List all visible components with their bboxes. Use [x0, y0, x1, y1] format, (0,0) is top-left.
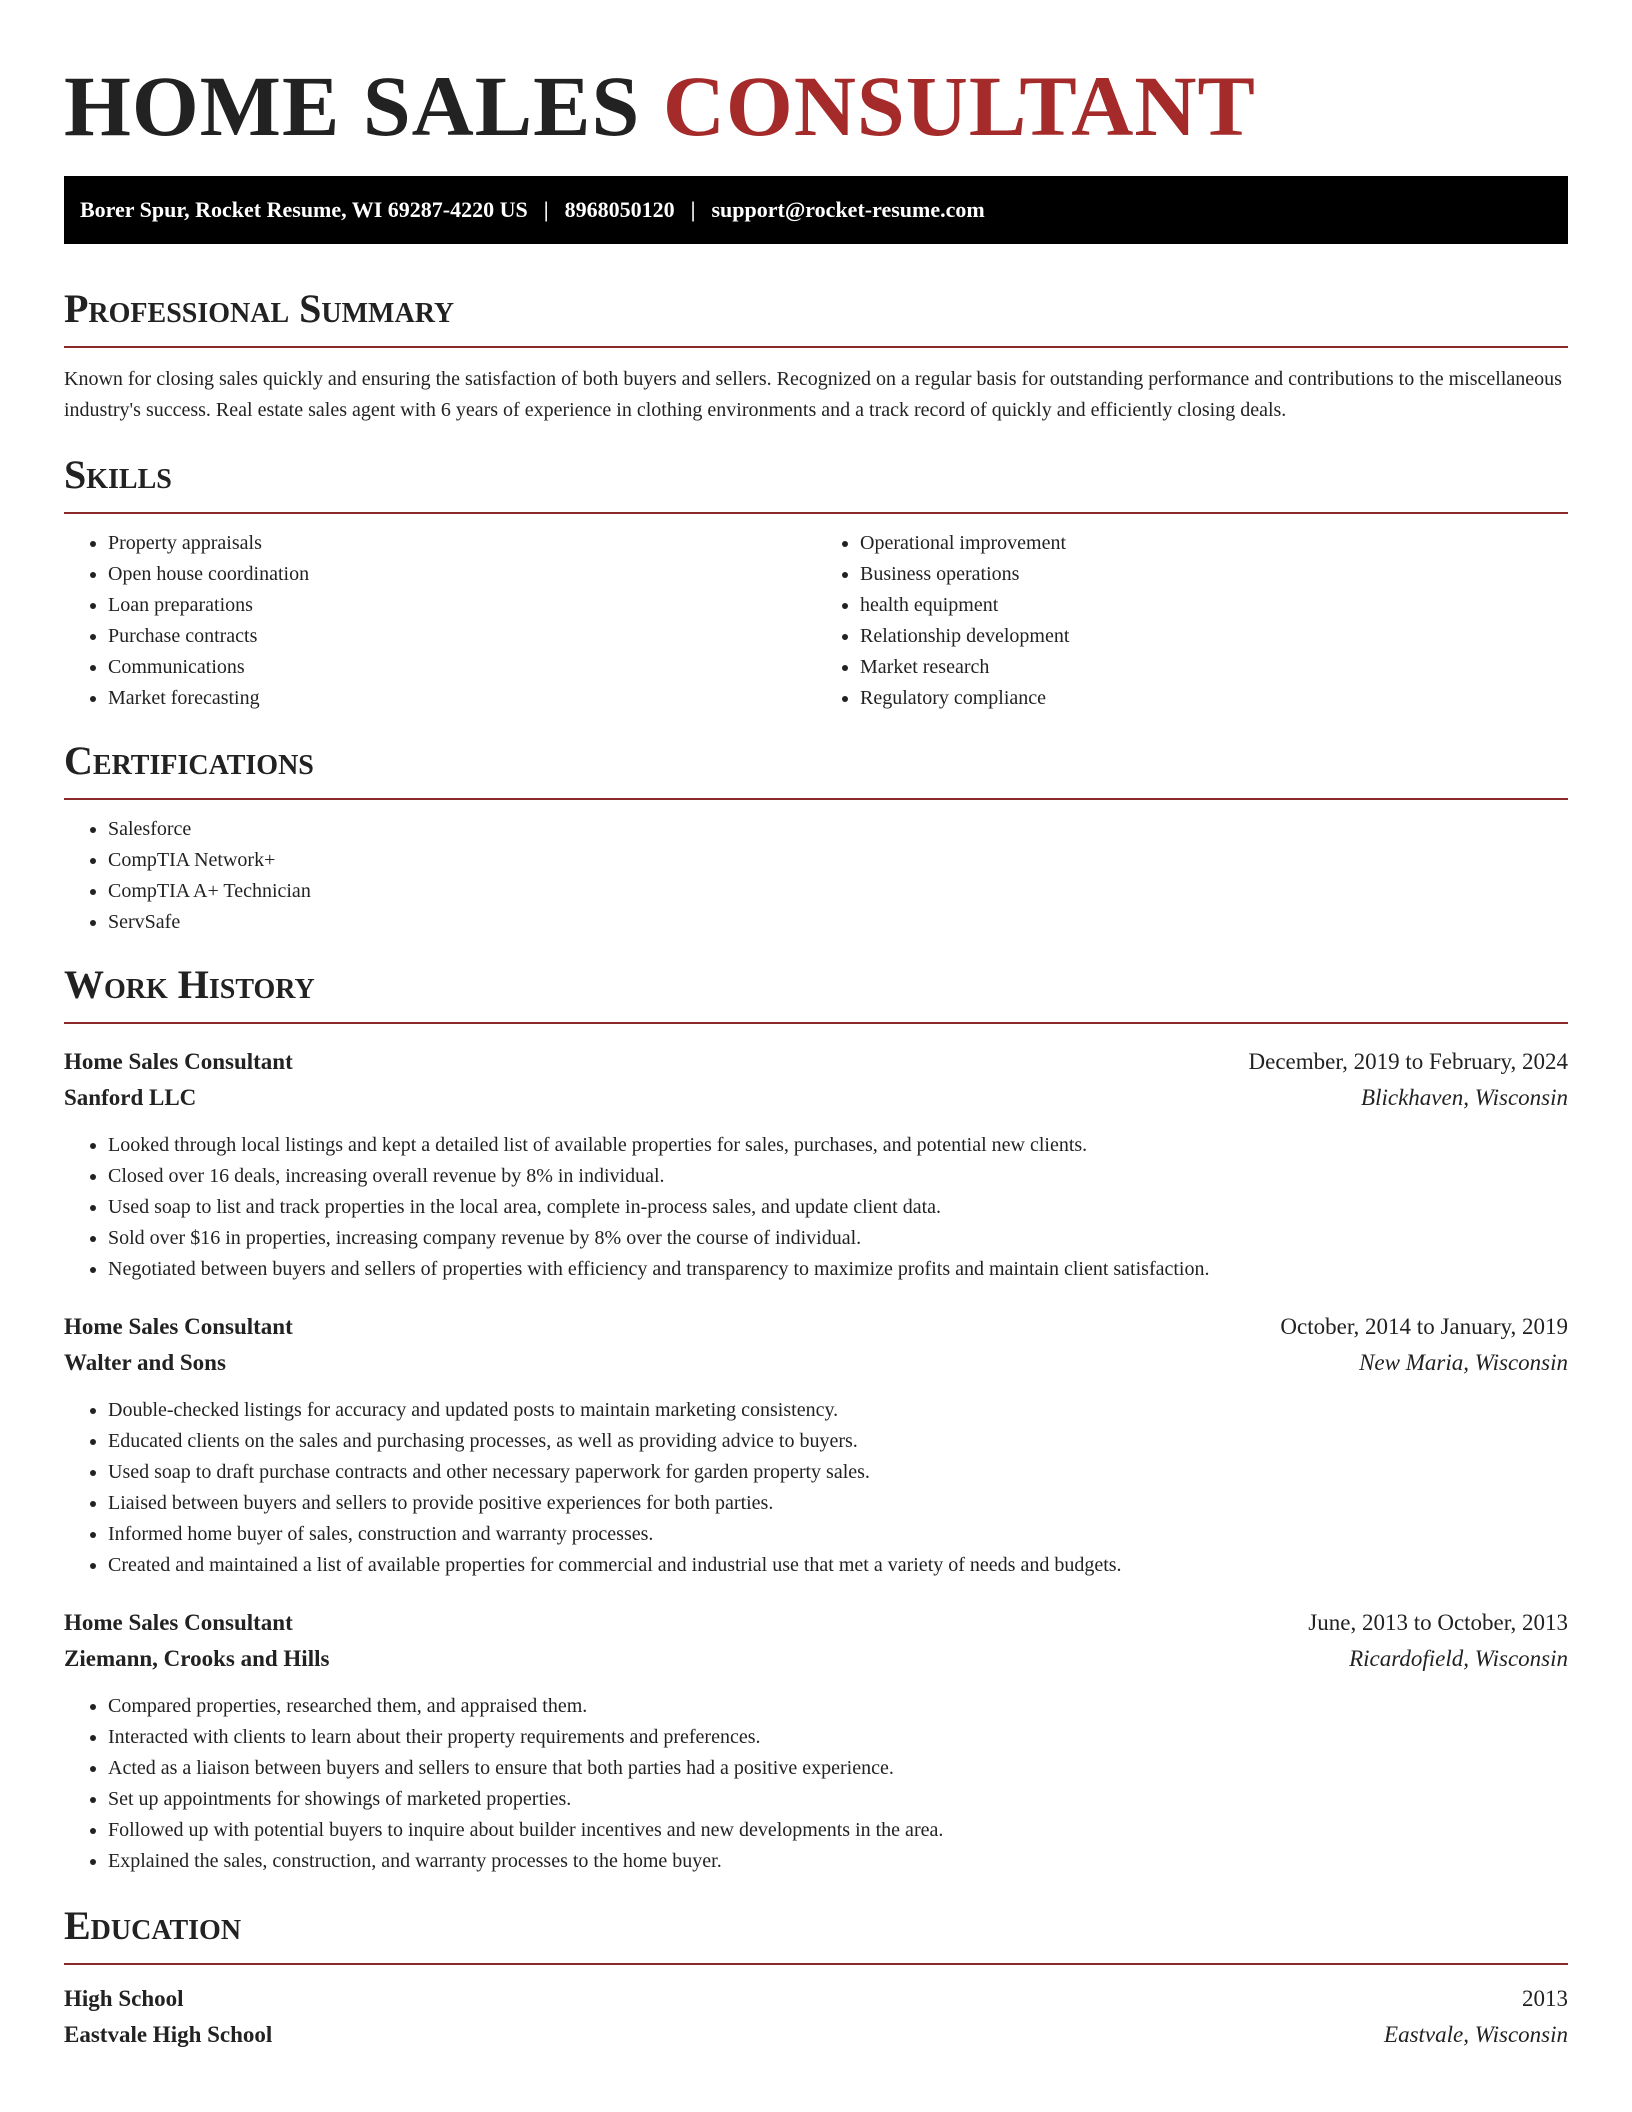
education-location: Eastvale, Wisconsin — [1384, 2022, 1568, 2047]
resume-page — [64, 0, 1568, 2053]
contact-phone[interactable]: 8968050120 — [564, 197, 675, 222]
job-bullets — [64, 1395, 1568, 1581]
job-bullet: • Used soap to list and track properties in the local area, complete in-process sales, and update client data. — [108, 1192, 1568, 1223]
job-bullet: • Double-checked listings for accuracy and updated posts to maintain marketing consistency. — [108, 1395, 1568, 1426]
job-bullet: • Compared properties, researched them, and appraised them. — [108, 1691, 1568, 1722]
certifications-heading: Certifications — [64, 738, 314, 783]
job-company: Sanford LLC — [64, 1085, 197, 1110]
skill-item: • Loan preparations — [108, 590, 816, 621]
education-year: 2013 — [1522, 1986, 1568, 2011]
summary-section — [64, 284, 1568, 426]
contact-separator: | — [690, 197, 696, 222]
skill-item: • Market research — [860, 652, 1568, 683]
skill-item: • Property appraisals — [108, 528, 816, 559]
certifications-section — [64, 736, 1568, 938]
certification-item: • Salesforce — [108, 814, 1568, 845]
job-title: Home Sales Consultant — [64, 1049, 293, 1074]
title-part-1: HOME SALES — [64, 58, 641, 154]
skill-item: • Relationship development — [860, 621, 1568, 652]
education-entry — [64, 1981, 1568, 2053]
job-entry — [64, 1044, 1568, 1285]
job-dates: June, 2013 to October, 2013 — [1308, 1610, 1568, 1635]
job-bullet: • Educated clients on the sales and purchasing processes, as well as providing advice to buyers. — [108, 1426, 1568, 1457]
job-bullet: • Liaised between buyers and sellers to provide positive experiences for both parties. — [108, 1488, 1568, 1519]
job-company: Walter and Sons — [64, 1350, 226, 1375]
certification-item: • CompTIA Network+ — [108, 845, 1568, 876]
job-bullets — [64, 1130, 1568, 1285]
job-bullet: • Followed up with potential buyers to inquire about builder incentives and new developments in the area. — [108, 1815, 1568, 1846]
job-title: Home Sales Consultant — [64, 1314, 293, 1339]
title-part-2: CONSULTANT — [662, 58, 1256, 154]
job-bullets — [64, 1691, 1568, 1877]
job-bullet: • Sold over $16 in properties, increasing company revenue by 8% over the course of individual. — [108, 1223, 1568, 1254]
resume-title — [64, 56, 1568, 156]
section-divider — [64, 346, 1568, 348]
job-bullet: • Interacted with clients to learn about their property requirements and preferences. — [108, 1722, 1568, 1753]
work-history-heading: Work History — [64, 962, 315, 1007]
job-title: Home Sales Consultant — [64, 1610, 293, 1635]
skills-heading: Skills — [64, 452, 172, 497]
job-bullet: • Set up appointments for showings of marketed properties. — [108, 1784, 1568, 1815]
job-dates: October, 2014 to January, 2019 — [1280, 1314, 1568, 1339]
skill-item: • Regulatory compliance — [860, 683, 1568, 714]
job-bullet: • Explained the sales, construction, and warranty processes to the home buyer. — [108, 1846, 1568, 1877]
skill-item: • Open house coordination — [108, 559, 816, 590]
job-bullet: • Created and maintained a list of available properties for commercial and industrial use that met a variety of needs and budgets. — [108, 1550, 1568, 1581]
skills-columns — [64, 528, 1568, 714]
certification-item: • ServSafe — [108, 907, 1568, 938]
job-entry — [64, 1605, 1568, 1877]
skills-section — [64, 450, 1568, 714]
job-bullet: • Closed over 16 deals, increasing overall revenue by 8% in individual. — [108, 1161, 1568, 1192]
job-bullet: • Informed home buyer of sales, construction and warranty processes. — [108, 1519, 1568, 1550]
skill-item: • Operational improvement — [860, 528, 1568, 559]
section-divider — [64, 798, 1568, 800]
job-location: Blickhaven, Wisconsin — [1361, 1085, 1568, 1110]
job-company: Ziemann, Crooks and Hills — [64, 1646, 330, 1671]
education-heading: Education — [64, 1903, 242, 1948]
job-bullet: • Used soap to draft purchase contracts and other necessary paperwork for garden property sales. — [108, 1457, 1568, 1488]
skills-right-list — [816, 528, 1568, 714]
contact-bar — [64, 176, 1568, 244]
job-location: Ricardofield, Wisconsin — [1349, 1646, 1568, 1671]
skill-item: • Market forecasting — [108, 683, 816, 714]
summary-heading: Professional Summary — [64, 286, 455, 331]
skill-item: • health equipment — [860, 590, 1568, 621]
certification-item: • CompTIA A+ Technician — [108, 876, 1568, 907]
skill-item: • Purchase contracts — [108, 621, 816, 652]
section-divider — [64, 1963, 1568, 1965]
job-location: New Maria, Wisconsin — [1359, 1350, 1568, 1375]
section-divider — [64, 512, 1568, 514]
education-school: Eastvale High School — [64, 2022, 273, 2047]
skill-item: • Communications — [108, 652, 816, 683]
job-bullet: • Negotiated between buyers and sellers of properties with efficiency and transparency to maximize profits and maintain client satisfaction. — [108, 1254, 1568, 1285]
education-section — [64, 1901, 1568, 2053]
certifications-list — [64, 814, 1568, 938]
education-degree: High School — [64, 1986, 184, 2011]
contact-email[interactable]: support@rocket-resume.com — [711, 197, 985, 222]
work-history-section — [64, 960, 1568, 1877]
job-dates: December, 2019 to February, 2024 — [1248, 1049, 1568, 1074]
job-entry — [64, 1309, 1568, 1581]
skills-left-list — [64, 528, 816, 714]
summary-text: Known for closing sales quickly and ensuring the satisfaction of both buyers and sellers. Recognized on a regular basis for outstanding performance and contributions to the miscellaneous industry's success. Real estate sales agent with 6 years of experience in clothing environments and a track record of quickly and efficiently closing deals. — [64, 368, 1562, 421]
contact-separator: | — [543, 197, 549, 222]
job-bullet: • Looked through local listings and kept a detailed list of available properties for sales, purchases, and potential new clients. — [108, 1130, 1568, 1161]
skill-item: • Business operations — [860, 559, 1568, 590]
contact-address: Borer Spur, Rocket Resume, WI 69287-4220 US — [80, 197, 528, 222]
section-divider — [64, 1022, 1568, 1024]
job-bullet: • Acted as a liaison between buyers and sellers to ensure that both parties had a positive experience. — [108, 1753, 1568, 1784]
